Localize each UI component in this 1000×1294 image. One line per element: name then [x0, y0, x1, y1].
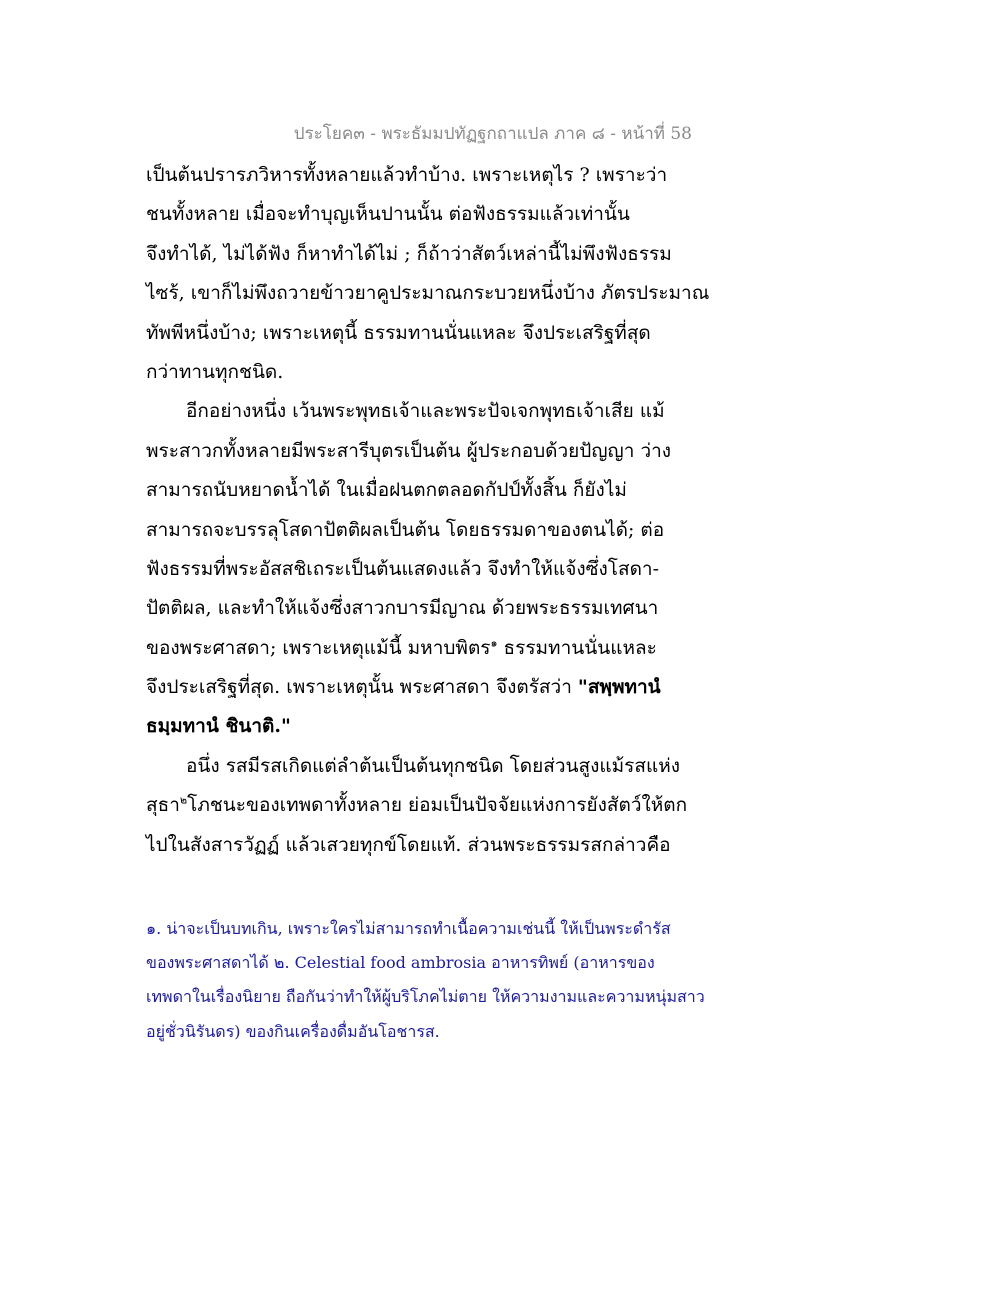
text-line: อีกอย่างหนึ่ง เว้นพระพุทธเจ้าและพระปัจเจกพุทธเจ้าเสีย แม้ [186, 400, 665, 423]
footnote-line: เทพดาในเรื่องนิยาย ถือกันว่าทำให้ผู้บริโภคไม่ตาย ให้ความงามและความหนุ่มสาว [146, 987, 705, 1007]
text-line: เป็นต้นปรารภวิหารทั้งหลายแล้วทำบ้าง. เพราะเหตุไร ? เพราะว่า [146, 164, 668, 186]
pali-quote-start: "สพฺพทานํ [577, 676, 661, 699]
footnote-marker-2: ๒ [179, 793, 188, 807]
text-line: ปัตติผล, และทำให้แจ้งซึ่งสาวกบารมีญาณ ด้วยพระธรรมเทศนา [146, 597, 659, 620]
text-segment: สุธา [146, 794, 180, 817]
text-line [146, 786, 706, 825]
text-segment: โภชนะของเทพดาทั้งหลาย ย่อมเป็นปัจจัยแห่งการยังสัตว์ให้ตก [187, 794, 688, 817]
text-line: ชนทั้งหลาย เมื่อจะทำบุญเห็นปานนั้น ต่อฟังธรรมแล้วเท่านั้น [146, 203, 630, 226]
footnote-line: อยู่ชั่วนิรันดร) ของกินเครื่องดื่มอันโอชารส. [146, 1021, 440, 1041]
text-line [146, 629, 706, 668]
text-segment: ของพระศาสดา; เพราะเหตุแม้นี้ มหาบพิตร [146, 636, 491, 659]
footnote-line: ๑. น่าจะเป็นบทเกิน, เพราะใครไม่สามารถทำเนื้อความเช่นนี้ ให้เป็นพระดำรัส [146, 919, 671, 938]
text-segment: จึงประเสริฐที่สุด. เพราะเหตุนั้น พระศาสดา จึงตรัสว่า [146, 676, 578, 699]
text-line: สามารถนับหยาดน้ำได้ ในเมื่อฝนตกตลอดกัปป์ทั้งสิ้น ก็ยังไม่ [146, 479, 627, 502]
text-line: กว่าทานทุกชนิด. [146, 360, 284, 383]
text-line: พระสาวกทั้งหลายมีพระสารีบุตรเป็นต้น ผู้ประกอบด้วยปัญญา ว่าง [146, 439, 672, 462]
text-line: ไปในสังสารวัฏฏ์ แล้วเสวยทุกข์โดยแท้. ส่วนพระธรรมรสกล่าวคือ [146, 833, 671, 856]
page-header: ประโยค๓ - พระธัมมปทัฏฐกถาแปล ภาค ๘ - หน้าที่ 58 [293, 124, 692, 144]
body-text [146, 156, 710, 865]
footnotes [146, 912, 746, 1049]
footnote-marker-1: ๑ [490, 636, 498, 650]
text-line: สามารถจะบรรลุโสดาปัตติผลเป็นต้น โดยธรรมดาของตนได้; ต่อ [146, 518, 665, 541]
footnote-line: ของพระศาสดาได้ ๒. Celestial food ambrosia อาหารทิพย์ (อาหารของ [146, 953, 655, 973]
pali-quote-end: ธมฺมทานํ ชินาติ." [146, 715, 291, 738]
text-segment: ธรรมทานนั่นแหละ [497, 636, 657, 659]
text-line: ทัพพีหนึ่งบ้าง; เพราะเหตุนี้ ธรรมทานนั่นแหละ จึงประเสริฐที่สุด [146, 321, 651, 344]
text-line: อนึ่ง รสมีรสเกิดแต่ลำต้นเป็นต้นทุกชนิด โดยส่วนสูงแม้รสแห่ง [186, 754, 680, 777]
text-line: ฟังธรรมที่พระอัสสชิเถระเป็นต้นแสดงแล้ว จึงทำให้แจ้งซึ่งโสดา- [146, 557, 660, 580]
text-line [146, 668, 706, 707]
text-line: จึงทำได้, ไม่ได้ฟัง ก็หาทำได้ไม่ ; ก็ถ้าว่าสัตว์เหล่านี้ไม่พึงฟังธรรม [146, 242, 672, 265]
text-line: ไซร้, เขาก็ไม่พึงถวายข้าวยาคูประมาณกระบวยหนึ่งบ้าง ภัตรประมาณ [146, 282, 710, 305]
